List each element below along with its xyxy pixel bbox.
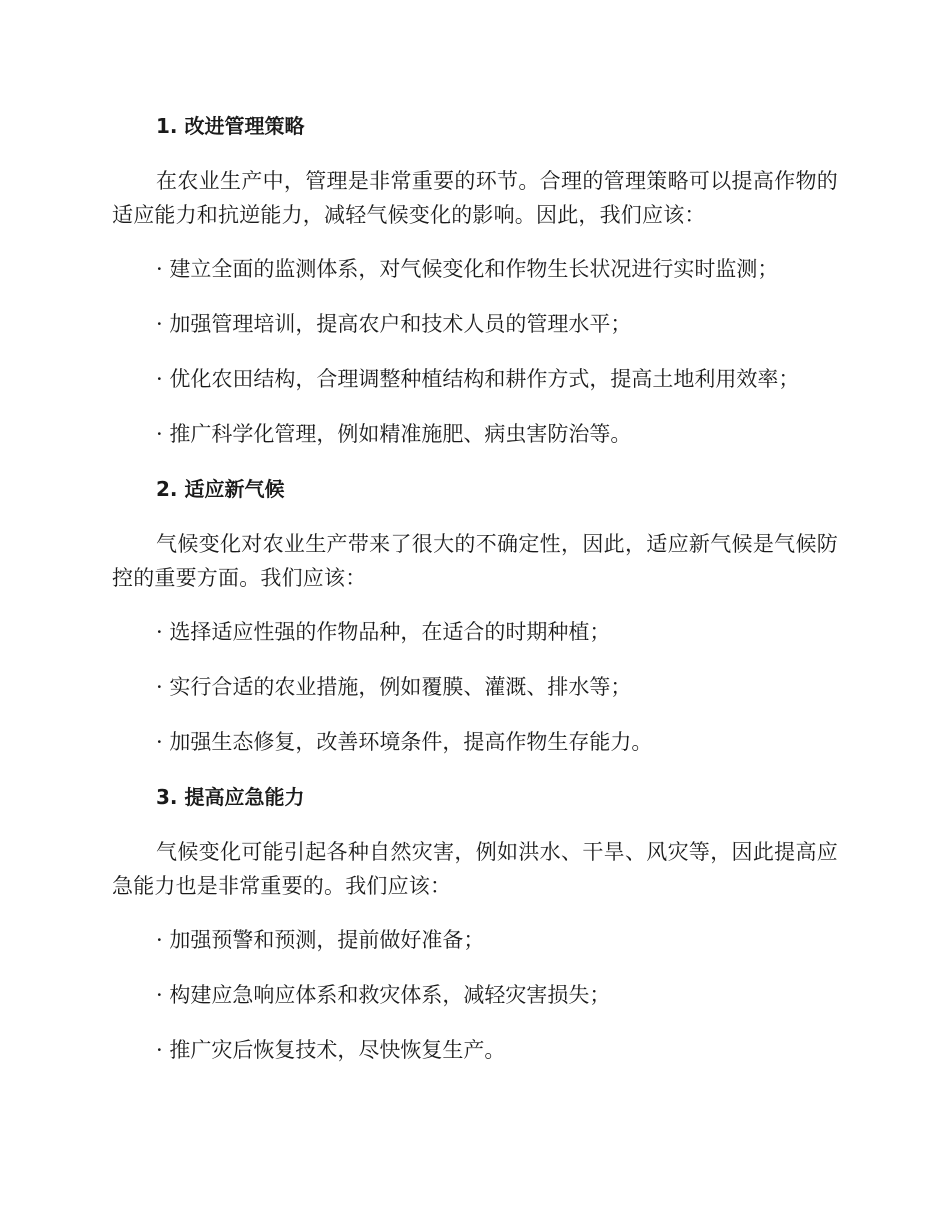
- bullet-item: · 优化农田结构，合理调整种植结构和耕作方式，提高土地利用效率；: [156, 367, 800, 391]
- bullet-item: · 选择适应性强的作物品种，在适合的时期种植；: [156, 620, 611, 644]
- bullet-item: · 建立全面的监测体系，对气候变化和作物生长状况进行实时监测；: [156, 257, 779, 281]
- document-body: [112, 108, 838, 1067]
- bullet-item: · 加强生态修复，改善环境条件，提高作物生存能力。: [156, 730, 653, 754]
- section-1: [112, 108, 838, 451]
- section-heading: 3. 提高应急能力: [156, 785, 305, 809]
- bullet-item: · 推广科学化管理，例如精准施肥、病虫害防治等。: [156, 422, 632, 446]
- section-2: [112, 471, 838, 759]
- bullet-item: · 推广灾后恢复技术，尽快恢复生产。: [156, 1038, 506, 1062]
- bullet-item: · 实行合适的农业措施，例如覆膜、灌溉、排水等；: [156, 675, 632, 699]
- section-paragraph: 气候变化对农业生产带来了很大的不确定性，因此，适应新气候是气候防控的重要方面。我们应该：: [112, 532, 838, 590]
- bullet-item: · 加强预警和预测，提前做好准备；: [156, 928, 485, 952]
- section-paragraph: 气候变化可能引起各种自然灾害，例如洪水、干旱、风灾等，因此提高应急能力也是非常重要的。我们应该：: [112, 840, 838, 898]
- section-paragraph: 在农业生产中，管理是非常重要的环节。合理的管理策略可以提高作物的适应能力和抗逆能力，减轻气候变化的影响。因此，我们应该：: [112, 169, 838, 227]
- section-heading: 1. 改进管理策略: [156, 114, 305, 138]
- section-heading: 2. 适应新气候: [156, 477, 285, 501]
- section-3: [112, 779, 838, 1067]
- bullet-item: · 加强管理培训，提高农户和技术人员的管理水平；: [156, 312, 632, 336]
- bullet-item: · 构建应急响应体系和救灾体系，减轻灾害损失；: [156, 983, 611, 1007]
